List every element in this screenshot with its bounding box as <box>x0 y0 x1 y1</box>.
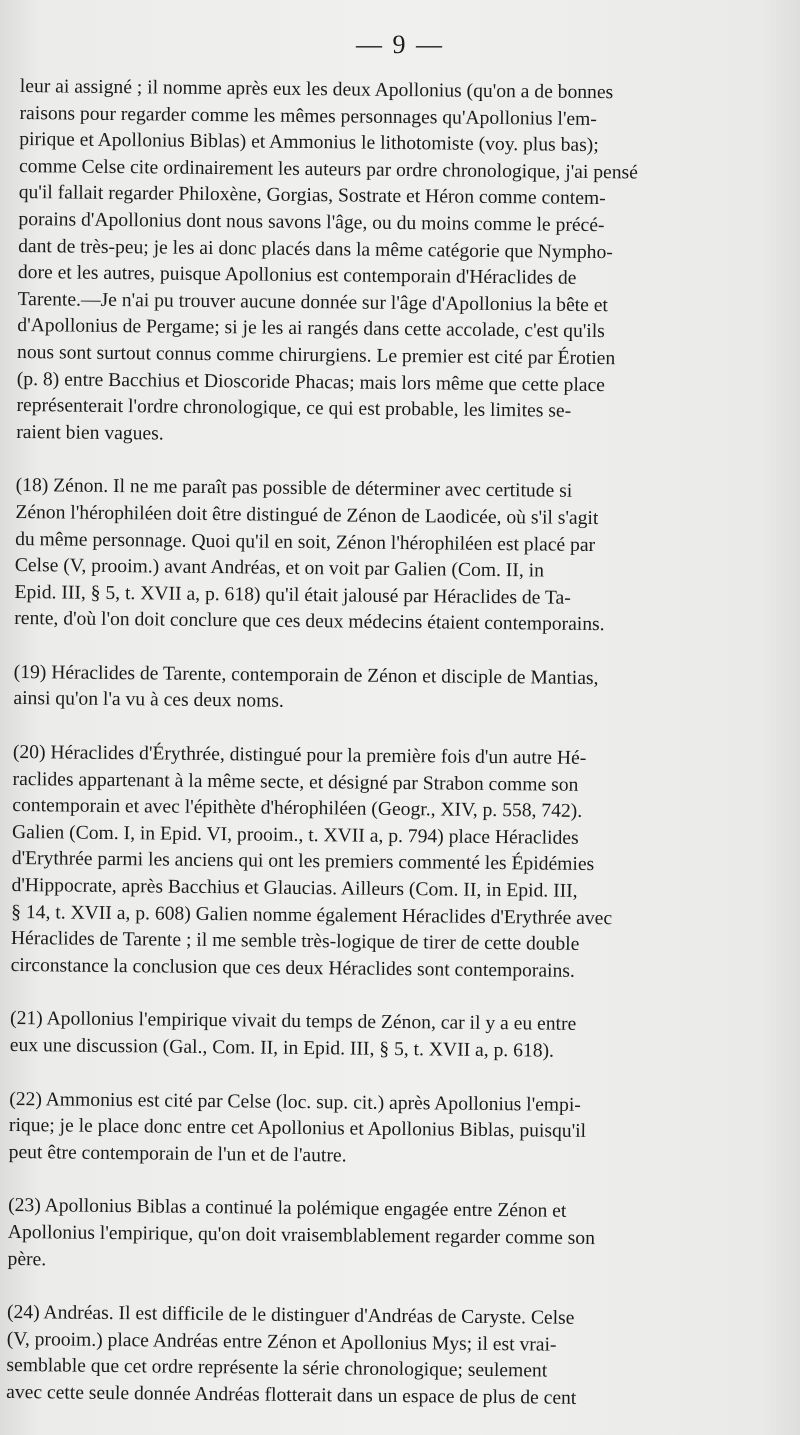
text-line: représenterait l'ordre chronologique, ce qui est probable, les limites se- <box>16 395 572 422</box>
text-line: pirique et Apollonius Biblas) et Ammonius le lithotomiste (voy. plus bas); <box>19 129 599 157</box>
text-line: (19) Héraclides de Tarente, contemporain de Zénon et disciple de Mantias, <box>13 661 599 689</box>
paragraph-p19 <box>13 660 690 720</box>
text-line: père. <box>7 1248 47 1270</box>
text-line: (24) Andréas. Il est difficile de le distinguer d'Andréas de Caryste. Celse <box>6 1302 575 1330</box>
text-line: peut être contemporain de l'un et de l'autre. <box>8 1141 347 1167</box>
paragraph-p22 <box>9 1087 686 1174</box>
text-line: § 14, t. XVII a, p. 608) Galien nomme également Héraclides d'Erythrée avec <box>11 901 613 929</box>
body-text <box>6 74 696 1414</box>
paragraph-p21 <box>10 1006 687 1066</box>
text-line: raclides appartenant à la même secte, et désigné par Strabon comme son <box>12 768 579 796</box>
paragraph-p18 <box>14 473 692 640</box>
text-line: Celse (V, prooim.) avant Andréas, et on voit par Galien (Com. II, in <box>14 555 545 582</box>
paragraph-p17cont <box>16 74 696 453</box>
paragraph-p24 <box>6 1300 683 1413</box>
text-line: d'Hippocrate, après Bacchius et Glaucias. Ailleurs (Com. II, in Epid. III, <box>11 874 578 902</box>
text-line: comme Celse cite ordinairement les auteurs par ordre chronologique, j'ai pensé <box>18 155 639 184</box>
text-line: semblable que cet ordre représente la série chronologique; seulement <box>6 1355 548 1382</box>
text-line: (22) Ammonius est cité par Celse (loc. sup. cit.) après Apollonius l'empi- <box>9 1088 582 1116</box>
text-line: (V, prooim.) place Andréas entre Zénon et Apollonius Mys; il est vrai- <box>6 1328 557 1356</box>
text-line: (23) Apollonius Biblas a continué la polémique engagée entre Zénon et <box>8 1195 567 1223</box>
text-line: du même personnage. Quoi qu'il en soit, Zénon l'hérophiléen est placé par <box>15 528 596 556</box>
text-line: Tarente.—Je n'ai pu trouver aucune donnée sur l'âge d'Apollonius la bête et <box>17 288 609 316</box>
text-line: d'Erythrée parmi les anciens qui ont les premiers commenté les Épidémies <box>11 848 595 876</box>
text-line: Héraclides de Tarente ; il me semble très-logique de tirer de cette double <box>10 928 580 956</box>
text-line: (21) Apollonius l'empirique vivait du temps de Zénon, car il y a eu entre <box>9 1008 577 1036</box>
text-line: nous sont surtout connus comme chirurgiens. Le premier est cité par Érotien <box>16 341 616 370</box>
text-line: Zénon l'hérophiléen doit être distingué de Zénon de Laodicée, où s'il s'agit <box>15 501 599 529</box>
text-line: qu'il fallait regarder Philoxène, Gorgias, Sostrate et Héron comme contem- <box>18 182 606 210</box>
paragraph-p20 <box>11 740 689 986</box>
paragraph-p23 <box>7 1193 684 1280</box>
page-number: — 9 — <box>356 30 444 59</box>
text-line: contemporain et avec l'épithète d'hérophiléen (Geogr., XIV, p. 558, 742). <box>12 795 583 823</box>
text-line: rente, d'où l'on doit conclure que ces deux médecins étaient contemporains. <box>14 608 605 636</box>
text-line: ainsi qu'on l'a vu à ces deux noms. <box>13 688 285 713</box>
text-line: dant de très-peu; je les ai donc placés dans la même catégorie que Nympho- <box>18 235 613 263</box>
text-line: raisons pour regarder comme les mêmes personnages qu'Apollonius l'em- <box>19 102 597 130</box>
text-line: d'Apollonius de Pergame; si je les ai rangés dans cette accolade, c'est qu'ils <box>17 315 605 343</box>
text-line: (18) Zénon. Il ne me paraît pas possible de déterminer avec certitude si <box>15 475 573 503</box>
text-line: avec cette seule donnée Andréas flotterait dans un espace de plus de cent <box>6 1381 577 1409</box>
text-line: Apollonius l'empirique, qu'on doit vraisemblablement regarder comme son <box>7 1221 596 1250</box>
text-line: Galien (Com. I, in Epid. VI, prooim., t. XVII a, p. 794) place Héraclides <box>11 821 579 849</box>
text-line: circonstance la conclusion que ces deux Héraclides sont contemporains. <box>10 954 575 982</box>
text-line: Epid. III, § 5, t. XVII a, p. 618) qu'il était jalousé par Héraclides de Ta- <box>14 581 571 609</box>
text-line: porains d'Apollonius dont nous savons l'âge, ou du moins comme le précé- <box>18 208 605 237</box>
text-line: leur ai assigné ; il nomme après eux les deux Apollonius (qu'on a de bonnes <box>19 75 614 104</box>
text-line: dore et les autres, puisque Apollonius est contemporain d'Héraclides de <box>17 262 577 289</box>
text-line: rique; je le place donc entre cet Apollonius et Apollonius Biblas, puisqu'il <box>8 1115 587 1143</box>
text-line: eux une discussion (Gal., Com. II, in Epid. III, § 5, t. XVII a, p. 618). <box>9 1034 555 1062</box>
text-line: raient bien vagues. <box>16 421 164 445</box>
text-line: (p. 8) entre Bacchius et Dioscoride Phacas; mais lors même que cette place <box>16 368 606 396</box>
text-line: (20) Héraclides d'Érythrée, distingué pour la première fois d'un autre Hé- <box>12 742 587 770</box>
